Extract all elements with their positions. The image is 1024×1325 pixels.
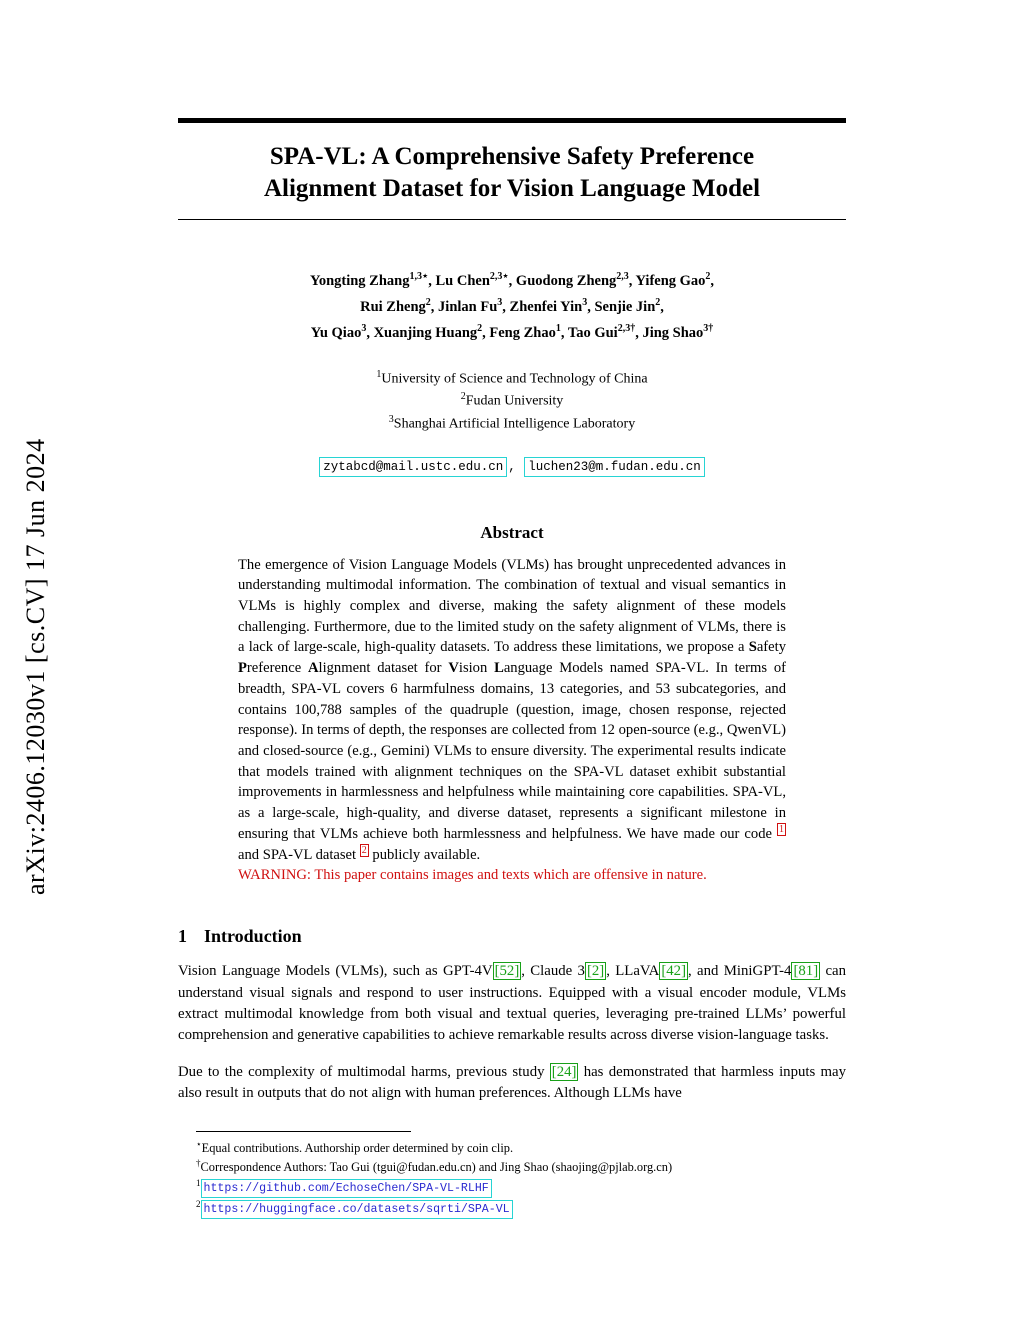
abstract-text: The emergence of Vision Language Models (VLMs) has brought unprecedented advances in understanding multimodal information. The combination of textual and visual semantics in VLMs is highly complex and diverse, making the safety alignment of these models challenging. Furthermore, due to the limited study on the safety alignment of VLMs, there is a lack of large-scale, high-quality datasets. To address these limitations, we propose a Safety Preference Alignment dataset for Vision Language Models named SPA-VL. In terms of breadth, SPA-VL covers 6 harmfulness domains, 13 categories, and 53 subcategories, and contains 100,788 samples of the quadruple (question, image, chosen response, rejected response). In terms of depth, the responses are collected from 12 open-source (e.g., QwenVL) and closed-source (e.g., Gemini) VLMs to ensure diversity. The experimental results indicate that models trained with alignment techniques on the SPA-VL dataset exhibit substantial improvements in harmlessness and helpfulness while maintaining core capabilities. SPA-VL, as a large-scale, high-quality, and diverse dataset, represents a significant milestone in ensuring that VLMs achieve both harmlessness and helpfulness. We have made our code $^1$ and SPA-VL dataset $^2$ publicly available. xyxy=(238,556,787,863)
affiliation-1: $^1$University of Science and Technology of China xyxy=(376,368,648,387)
footnote-block xyxy=(178,1138,846,1220)
footnote-separator xyxy=(196,1131,411,1132)
github-link[interactable]: https://github.com/EchoseChen/SPA-VL-RLHF xyxy=(201,1179,492,1198)
footnote-equal-contribution: ⋆Equal contributions. Authorship order determined by coin clip. xyxy=(196,1138,514,1155)
huggingface-link[interactable]: https://huggingface.co/datasets/sqrti/SPA-VL xyxy=(201,1200,513,1219)
footnote-correspondence: †Correspondence Authors: Tao Gui (tgui@fudan.edu.cn) and Jing Shao (shaojing@pjlab.org.cn) xyxy=(196,1158,673,1175)
section-number: 1 xyxy=(178,926,187,947)
title-line-2: Alignment Dataset for Vision Language Model xyxy=(263,175,761,202)
abstract-heading: Abstract xyxy=(480,522,544,542)
footnote-link-2-row xyxy=(196,1198,846,1219)
title-line-1: SPA-VL: A Comprehensive Safety Preference xyxy=(269,143,755,170)
affiliation-list xyxy=(178,367,846,435)
page-title xyxy=(178,141,846,205)
intro-paragraph-1: Vision Language Models (VLMs), such as GPT-4V [52] , Claude 3 [2] , LLaVA [42] , and MiniGPT-4 [81] can understand visual signals and respond to user instructions. Equipped with a visual encoder module, VLMs extract multimodal knowledge from both visual and textual queries, leveraging pre-trained LLMs’ powerful comprehension and generative capabilities to achieve remarkable results across diverse vision-language tasks. xyxy=(178,963,846,1044)
author-line-2: Rui Zheng$^2$, Jinlan Fu$^3$, Zhenfei Yin$^3$, Senjie Jin$^2$, xyxy=(360,297,664,316)
author-list xyxy=(178,268,846,347)
content-warning: WARNING: This paper contains images and texts which are offensive in nature. xyxy=(238,867,707,884)
email-link-1[interactable]: zytabcd@mail.ustc.edu.cn xyxy=(319,457,507,477)
arxiv-stamp: arXiv:2406.12030v1 [cs.CV] 17 Jun 2024 xyxy=(21,438,50,895)
author-line-1: Yongting Zhang$^{1,3⋆}$, Lu Chen$^{2,3⋆}$, Guodong Zheng$^{2,3}$, Yifeng Gao$^2$, xyxy=(309,271,715,289)
footnote-link-1-row xyxy=(196,1177,846,1198)
affiliation-2: $^2$Fudan University xyxy=(460,391,564,409)
paper-page xyxy=(178,118,846,1219)
title-bottom-rule xyxy=(178,219,846,220)
section-title: Introduction xyxy=(204,926,302,947)
contact-emails xyxy=(178,457,846,477)
section-heading-introduction xyxy=(178,926,846,947)
footnote-marker-1: 1 xyxy=(196,1177,201,1188)
email-separator: , xyxy=(508,459,516,474)
affiliation-3: $^3$Shanghai Artificial Intelligence Laboratory xyxy=(388,413,636,432)
title-top-rule xyxy=(178,118,846,123)
email-link-2[interactable]: luchen23@m.fudan.edu.cn xyxy=(524,457,705,477)
intro-paragraph-2: Due to the complexity of multimodal harms, previous study [24] has demonstrated that harmless inputs may also result in outputs that do not align with human preferences. Although LLMs have xyxy=(178,1063,846,1102)
author-line-3: Yu Qiao$^3$, Xuanjing Huang$^2$, Feng Zhao$^1$, Tao Gui$^{2,3\dagger}$, Jing Shao$^{3\dagger}$ xyxy=(310,323,714,342)
abstract-body xyxy=(238,555,786,887)
footnote-marker-2: 2 xyxy=(196,1198,201,1209)
